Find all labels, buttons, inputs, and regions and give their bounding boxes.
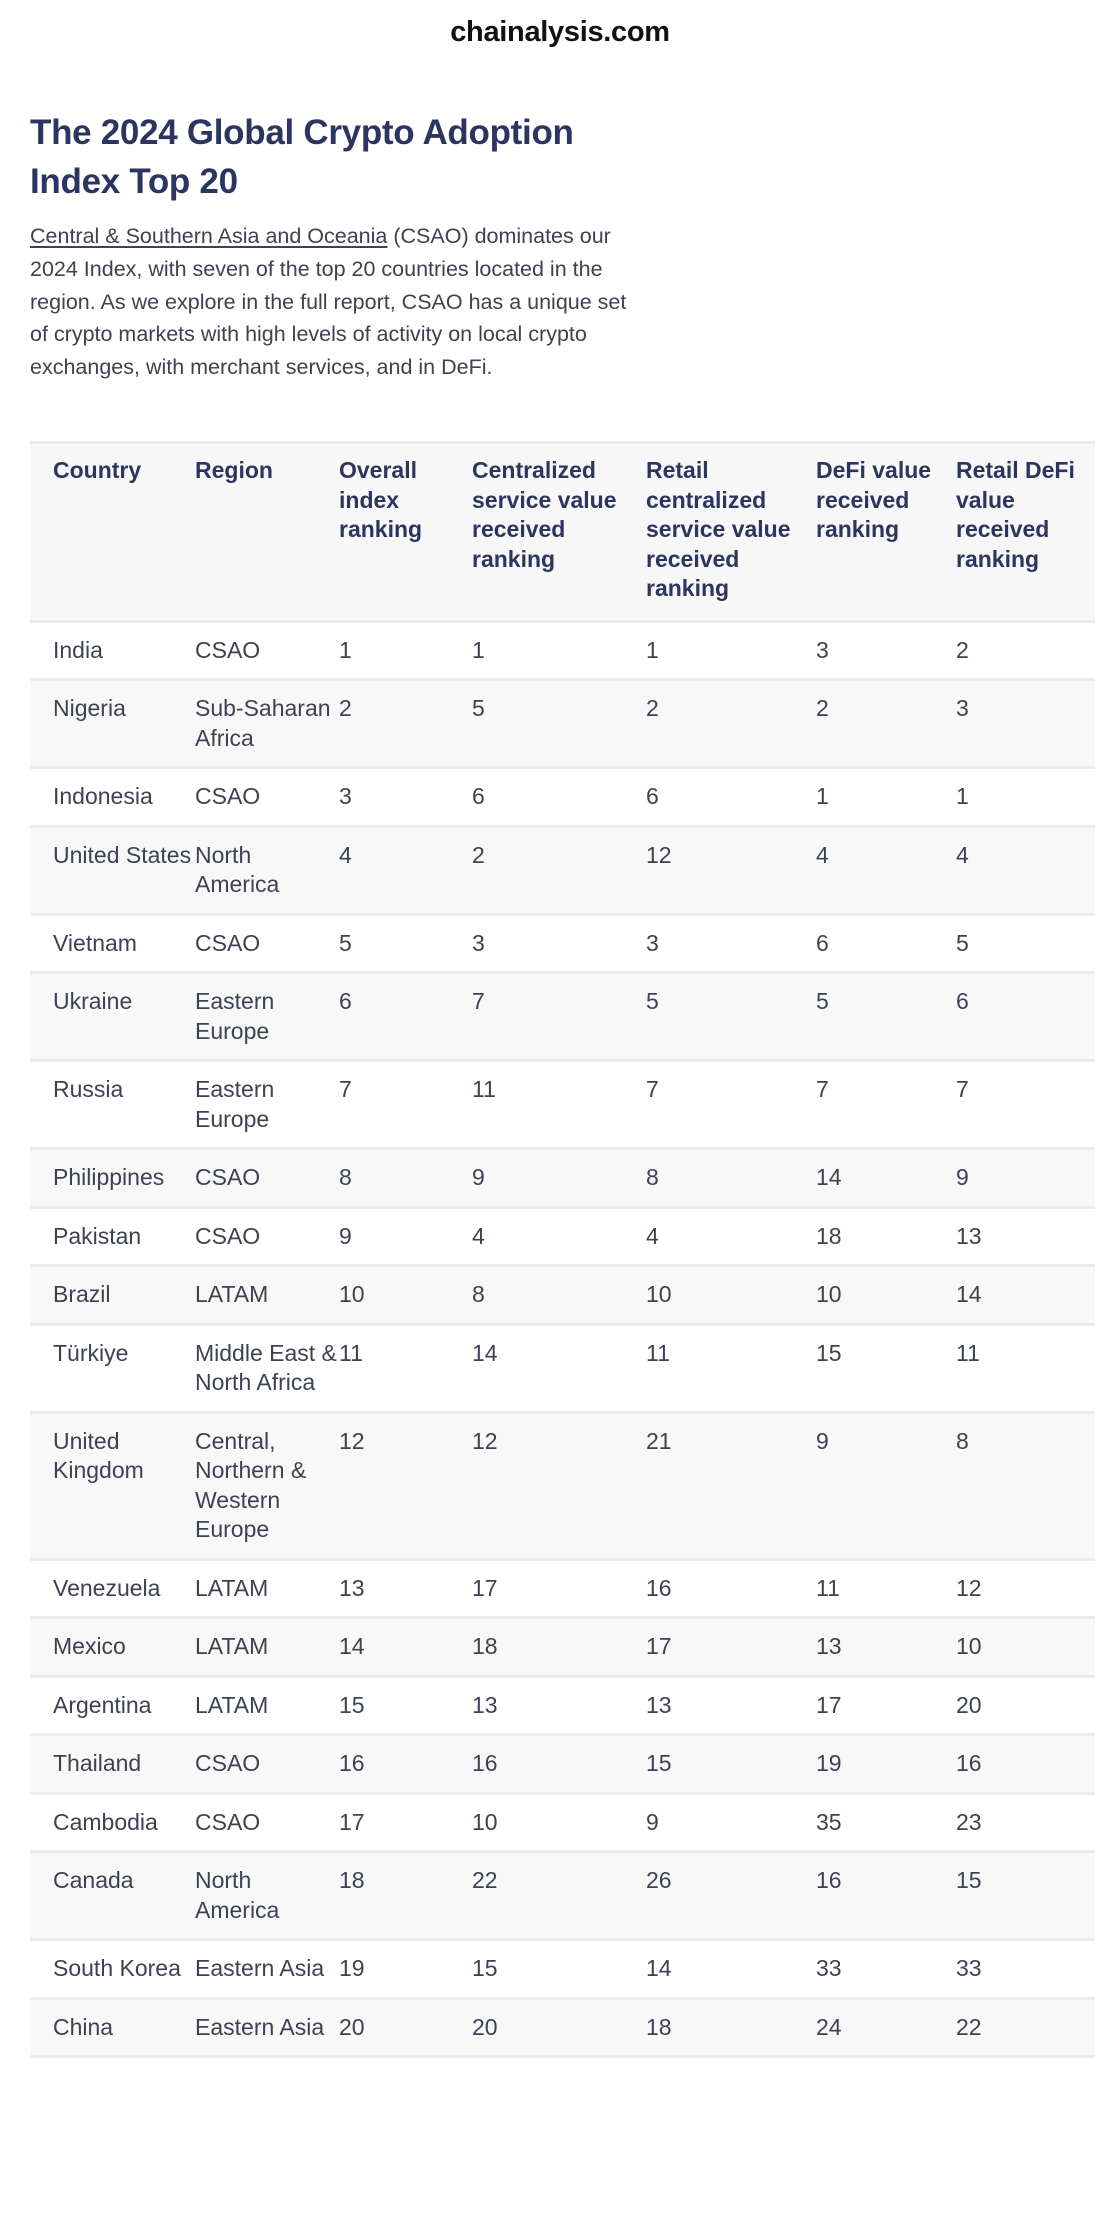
cell-retail-centralized-ranking: 26 bbox=[646, 1867, 672, 1893]
cell-centralized-ranking: 6 bbox=[472, 783, 485, 809]
table-row bbox=[30, 1412, 1095, 1559]
cell-retail-centralized-ranking: 18 bbox=[646, 2013, 672, 2040]
table-row bbox=[30, 826, 1095, 914]
table-row bbox=[30, 973, 1095, 1061]
cell-defi-ranking: 11 bbox=[816, 1574, 840, 1601]
cell-region: Eastern Europe bbox=[195, 988, 275, 1044]
cell-retail-centralized-ranking: 3 bbox=[646, 929, 659, 956]
cell-country: Argentina bbox=[53, 1691, 152, 1718]
cell-centralized-ranking: 15 bbox=[472, 1955, 498, 1981]
cell-country: Indonesia bbox=[53, 783, 153, 809]
cell-retail-centralized-ranking: 21 bbox=[646, 1427, 672, 1454]
table-row bbox=[30, 1324, 1095, 1412]
cell-overall-ranking: 16 bbox=[339, 1750, 365, 1776]
cell-retail-centralized-ranking: 10 bbox=[646, 1281, 672, 1307]
cell-country: Brazil bbox=[53, 1281, 111, 1307]
cell-centralized-ranking: 14 bbox=[472, 1339, 498, 1366]
cell-defi-ranking: 10 bbox=[816, 1281, 842, 1307]
cell-retail-centralized-ranking: 2 bbox=[646, 695, 659, 721]
cell-overall-ranking: 12 bbox=[339, 1427, 365, 1454]
cell-country: Türkiye bbox=[53, 1339, 129, 1366]
cell-retail-defi-ranking: 3 bbox=[956, 695, 969, 721]
cell-defi-ranking: 35 bbox=[816, 1808, 842, 1835]
cell-retail-defi-ranking: 16 bbox=[956, 1750, 982, 1776]
cell-defi-ranking: 18 bbox=[816, 1222, 842, 1249]
cell-retail-centralized-ranking: 15 bbox=[646, 1750, 672, 1776]
cell-region: LATAM bbox=[195, 1691, 269, 1718]
cell-country: China bbox=[53, 2013, 114, 2040]
table-row bbox=[30, 1940, 1095, 1999]
cell-retail-centralized-ranking: 6 bbox=[646, 783, 659, 809]
cell-retail-centralized-ranking: 12 bbox=[646, 841, 672, 868]
table-row bbox=[30, 1559, 1095, 1618]
header-region: Region bbox=[195, 457, 273, 483]
cell-centralized-ranking: 9 bbox=[472, 1164, 485, 1190]
cell-overall-ranking: 1 bbox=[339, 636, 352, 663]
cell-region: Eastern Asia bbox=[195, 1955, 325, 1981]
cell-country: Russia bbox=[53, 1076, 124, 1102]
cell-region: Sub-Saharan Africa bbox=[195, 695, 331, 751]
table-row bbox=[30, 621, 1095, 680]
cell-centralized-ranking: 12 bbox=[472, 1427, 498, 1454]
cell-country: Venezuela bbox=[53, 1574, 161, 1601]
cell-country: Pakistan bbox=[53, 1222, 142, 1249]
table-row bbox=[30, 1266, 1095, 1325]
cell-centralized-ranking: 11 bbox=[472, 1076, 496, 1102]
cell-defi-ranking: 17 bbox=[816, 1691, 842, 1718]
cell-centralized-ranking: 7 bbox=[472, 988, 485, 1014]
cell-region: CSAO bbox=[195, 929, 261, 956]
cell-defi-ranking: 6 bbox=[816, 929, 829, 956]
cell-defi-ranking: 14 bbox=[816, 1164, 842, 1190]
cell-country: Thailand bbox=[53, 1750, 142, 1776]
cell-defi-ranking: 2 bbox=[816, 695, 829, 721]
cell-country: Cambodia bbox=[53, 1808, 158, 1835]
table-row bbox=[30, 1207, 1095, 1266]
cell-defi-ranking: 16 bbox=[816, 1867, 842, 1893]
cell-retail-defi-ranking: 15 bbox=[956, 1867, 982, 1893]
cell-retail-defi-ranking: 7 bbox=[956, 1076, 969, 1102]
cell-overall-ranking: 17 bbox=[339, 1808, 365, 1835]
header-country: Country bbox=[53, 457, 142, 483]
cell-retail-defi-ranking: 20 bbox=[956, 1691, 982, 1718]
cell-overall-ranking: 7 bbox=[339, 1076, 352, 1102]
cell-retail-centralized-ranking: 5 bbox=[646, 988, 659, 1014]
cell-centralized-ranking: 1 bbox=[472, 636, 485, 663]
cell-retail-centralized-ranking: 14 bbox=[646, 1955, 672, 1981]
cell-defi-ranking: 4 bbox=[816, 841, 829, 868]
cell-retail-defi-ranking: 10 bbox=[956, 1633, 982, 1659]
cell-country: South Korea bbox=[53, 1955, 181, 1981]
intro-text: (CSAO) dominates our 2024 Index, with seven of the top 20 countries located in the region. As we explore in the full report, CSAO has a unique set of crypto markets with high levels of activity on local crypto exchanges, with merchant services, and in DeFi. bbox=[30, 224, 627, 380]
cell-centralized-ranking: 2 bbox=[472, 841, 485, 868]
cell-retail-centralized-ranking: 11 bbox=[646, 1339, 670, 1366]
cell-region: LATAM bbox=[195, 1574, 269, 1601]
cell-region: Middle East & North Africa bbox=[195, 1339, 337, 1395]
cell-centralized-ranking: 5 bbox=[472, 695, 485, 721]
cell-defi-ranking: 15 bbox=[816, 1339, 842, 1366]
cell-defi-ranking: 1 bbox=[816, 783, 829, 809]
cell-overall-ranking: 13 bbox=[339, 1574, 365, 1601]
cell-centralized-ranking: 13 bbox=[472, 1691, 498, 1718]
cell-region: Eastern Asia bbox=[195, 2013, 325, 2040]
cell-region: Central, Northern & Western Europe bbox=[195, 1427, 307, 1542]
cell-country: Vietnam bbox=[53, 929, 137, 956]
table-row bbox=[30, 1618, 1095, 1677]
cell-retail-defi-ranking: 8 bbox=[956, 1427, 969, 1454]
cell-region: North America bbox=[195, 841, 280, 897]
cell-overall-ranking: 3 bbox=[339, 783, 352, 809]
cell-country: Mexico bbox=[53, 1633, 126, 1659]
cell-overall-ranking: 18 bbox=[339, 1867, 365, 1893]
cell-defi-ranking: 7 bbox=[816, 1076, 829, 1102]
adoption-index-table bbox=[30, 441, 1095, 2058]
cell-region: LATAM bbox=[195, 1281, 269, 1307]
cell-region: CSAO bbox=[195, 1808, 261, 1835]
cell-country: Canada bbox=[53, 1867, 134, 1893]
cell-centralized-ranking: 20 bbox=[472, 2013, 498, 2040]
cell-retail-centralized-ranking: 4 bbox=[646, 1222, 659, 1249]
table-row bbox=[30, 1061, 1095, 1149]
cell-overall-ranking: 6 bbox=[339, 988, 352, 1014]
table-row bbox=[30, 1735, 1095, 1794]
cell-region: Eastern Europe bbox=[195, 1076, 275, 1132]
cell-region: North America bbox=[195, 1867, 280, 1923]
cell-retail-defi-ranking: 33 bbox=[956, 1955, 982, 1981]
cell-retail-centralized-ranking: 8 bbox=[646, 1164, 659, 1190]
cell-region: CSAO bbox=[195, 1222, 261, 1249]
cell-retail-centralized-ranking: 1 bbox=[646, 636, 659, 663]
cell-overall-ranking: 15 bbox=[339, 1691, 365, 1718]
cell-defi-ranking: 19 bbox=[816, 1750, 842, 1776]
table-row bbox=[30, 680, 1095, 768]
table-row bbox=[30, 1149, 1095, 1208]
cell-retail-defi-ranking: 6 bbox=[956, 988, 969, 1014]
cell-retail-centralized-ranking: 7 bbox=[646, 1076, 659, 1102]
cell-region: CSAO bbox=[195, 636, 261, 663]
cell-retail-defi-ranking: 14 bbox=[956, 1281, 982, 1307]
cell-country: Ukraine bbox=[53, 988, 133, 1014]
cell-overall-ranking: 19 bbox=[339, 1955, 365, 1981]
cell-country: United States bbox=[53, 841, 192, 868]
table-row bbox=[30, 1793, 1095, 1852]
table-row bbox=[30, 768, 1095, 827]
cell-centralized-ranking: 22 bbox=[472, 1867, 498, 1893]
table-row bbox=[30, 1852, 1095, 1940]
cell-retail-defi-ranking: 1 bbox=[956, 783, 969, 809]
cell-region: CSAO bbox=[195, 1164, 261, 1190]
table-body bbox=[30, 621, 1095, 2057]
table-row bbox=[30, 1676, 1095, 1735]
header-retail-defi-ranking: Retail DeFi value received ranking bbox=[956, 457, 1075, 572]
region-link[interactable]: Central & Southern Asia and Oceania bbox=[30, 224, 388, 248]
cell-retail-defi-ranking: 2 bbox=[956, 636, 969, 663]
cell-defi-ranking: 9 bbox=[816, 1427, 829, 1454]
cell-retail-centralized-ranking: 9 bbox=[646, 1808, 659, 1835]
cell-centralized-ranking: 3 bbox=[472, 929, 485, 956]
cell-centralized-ranking: 10 bbox=[472, 1808, 498, 1835]
cell-country: India bbox=[53, 636, 103, 663]
cell-retail-defi-ranking: 23 bbox=[956, 1808, 982, 1835]
cell-centralized-ranking: 18 bbox=[472, 1633, 498, 1659]
cell-defi-ranking: 24 bbox=[816, 2013, 842, 2040]
table-row bbox=[30, 914, 1095, 973]
cell-overall-ranking: 14 bbox=[339, 1633, 365, 1659]
cell-centralized-ranking: 16 bbox=[472, 1750, 498, 1776]
cell-overall-ranking: 5 bbox=[339, 929, 352, 956]
cell-country: Nigeria bbox=[53, 695, 126, 721]
cell-overall-ranking: 11 bbox=[339, 1339, 363, 1366]
cell-retail-defi-ranking: 11 bbox=[956, 1339, 980, 1366]
table-row bbox=[30, 1998, 1095, 2057]
header-retail-centralized-ranking: Retail centralized service value received ranking bbox=[646, 457, 791, 601]
cell-retail-centralized-ranking: 13 bbox=[646, 1691, 672, 1718]
intro-paragraph bbox=[30, 220, 630, 384]
header-overall-ranking: Overall index ranking bbox=[339, 457, 423, 542]
cell-retail-centralized-ranking: 16 bbox=[646, 1574, 672, 1601]
cell-overall-ranking: 8 bbox=[339, 1164, 352, 1190]
table-header-row bbox=[30, 443, 1095, 622]
page-title: The 2024 Global Crypto Adoption Index Top 20 bbox=[30, 113, 574, 201]
cell-region: CSAO bbox=[195, 783, 261, 809]
cell-retail-defi-ranking: 13 bbox=[956, 1222, 982, 1249]
cell-overall-ranking: 2 bbox=[339, 695, 352, 721]
cell-defi-ranking: 33 bbox=[816, 1955, 842, 1981]
cell-centralized-ranking: 17 bbox=[472, 1574, 498, 1601]
cell-region: LATAM bbox=[195, 1633, 269, 1659]
cell-country: Philippines bbox=[53, 1164, 165, 1190]
cell-defi-ranking: 3 bbox=[816, 636, 829, 663]
header-centralized-ranking: Centralized service value received ranking bbox=[472, 457, 617, 572]
cell-overall-ranking: 20 bbox=[339, 2013, 365, 2040]
cell-overall-ranking: 10 bbox=[339, 1281, 365, 1307]
site-title: chainalysis.com bbox=[450, 16, 670, 48]
cell-country: United Kingdom bbox=[53, 1427, 144, 1483]
cell-defi-ranking: 13 bbox=[816, 1633, 842, 1659]
header-defi-ranking: DeFi value received ranking bbox=[816, 457, 932, 542]
cell-retail-defi-ranking: 22 bbox=[956, 2013, 982, 2040]
cell-retail-defi-ranking: 9 bbox=[956, 1164, 969, 1190]
cell-centralized-ranking: 4 bbox=[472, 1222, 485, 1249]
cell-centralized-ranking: 8 bbox=[472, 1281, 485, 1307]
cell-defi-ranking: 5 bbox=[816, 988, 829, 1014]
cell-overall-ranking: 4 bbox=[339, 841, 352, 868]
cell-retail-defi-ranking: 12 bbox=[956, 1574, 982, 1601]
cell-retail-defi-ranking: 5 bbox=[956, 929, 969, 956]
cell-overall-ranking: 9 bbox=[339, 1222, 352, 1249]
cell-retail-defi-ranking: 4 bbox=[956, 841, 969, 868]
cell-region: CSAO bbox=[195, 1750, 261, 1776]
cell-retail-centralized-ranking: 17 bbox=[646, 1633, 672, 1659]
